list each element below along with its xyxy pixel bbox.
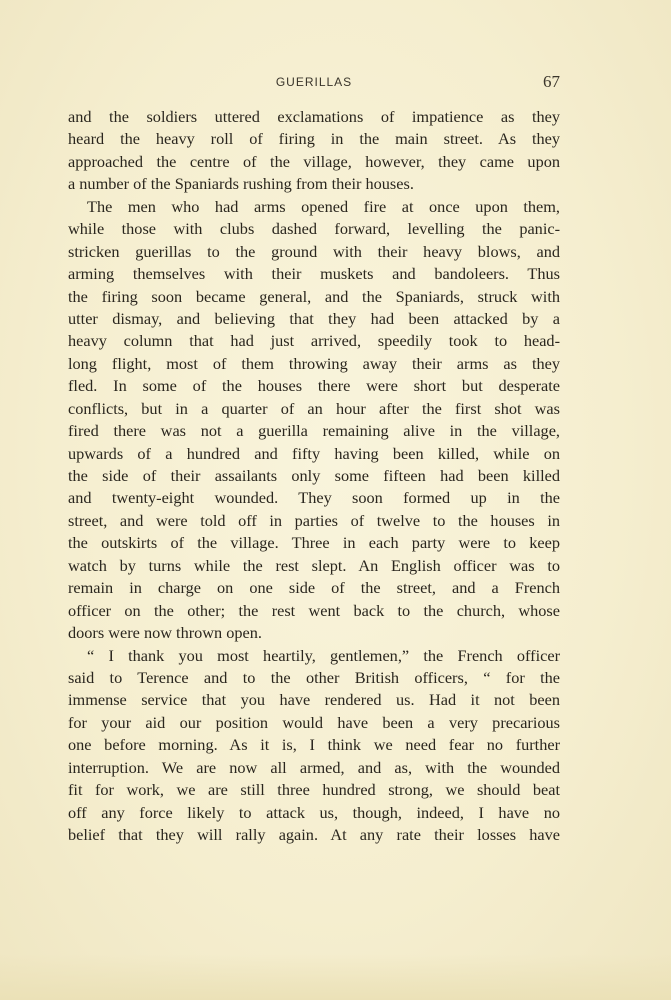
- text-line: long flight, most of them throwing away their arms as they: [68, 353, 560, 373]
- text-line: and the soldiers uttered exclamations of impatience as they: [68, 107, 560, 126]
- text-line: and twenty-eight wounded. They soon formed up in the: [68, 488, 560, 508]
- text-line: a number of the Spaniards rushing from their houses.: [68, 174, 414, 194]
- text-line: upwards of a hundred and fifty having been killed, while on: [68, 443, 560, 463]
- text-line: remain in charge on one side of the street, and a French: [68, 578, 560, 598]
- text-line: fired there was not a guerilla remaining alive in the village,: [68, 421, 560, 441]
- text-line: off any force likely to attack us, though, indeed, I have no: [68, 802, 560, 822]
- text-line: the firing soon became general, and the Spaniards, struck with: [68, 286, 560, 306]
- text-line: “ I thank you most heartily, gentlemen,” the French officer: [87, 645, 560, 665]
- page-bottom-shading: [0, 954, 671, 1000]
- text-line: approached the centre of the village, however, they came upon: [68, 151, 560, 171]
- text-line: The men who had arms opened fire at once upon them,: [87, 196, 560, 216]
- text-line: one before morning. As it is, I think we need fear no further: [68, 735, 560, 755]
- text-line: street, and were told off in parties of twelve to the houses in: [68, 510, 560, 530]
- text-line: for your aid our position would have been a very precarious: [68, 712, 560, 732]
- text-line: fit for work, we are still three hundred strong, we should beat: [68, 780, 560, 800]
- text-line: interruption. We are now all armed, and as, with the wounded: [68, 757, 560, 777]
- text-line: immense service that you have rendered us. Had it not been: [68, 690, 560, 710]
- text-line: while those with clubs dashed forward, levelling the panic-: [68, 219, 560, 239]
- text-line: watch by turns while the rest slept. An English officer was to: [68, 555, 560, 575]
- text-line: conflicts, but in a quarter of an hour after the first shot was: [68, 398, 560, 418]
- text-line: heard the heavy roll of firing in the main street. As they: [68, 129, 560, 149]
- text-line: heavy column that had just arrived, speedily took to head-: [68, 331, 560, 351]
- text-line: arming themselves with their muskets and bandoleers. Thus: [68, 264, 560, 284]
- text-line: officer on the other; the rest went back to the church, whose: [68, 600, 560, 620]
- text-line: fled. In some of the houses there were short but desperate: [68, 376, 560, 396]
- text-line: the outskirts of the village. Three in each party were to keep: [68, 533, 560, 553]
- body-text: [68, 106, 560, 846]
- text-line: stricken guerillas to the ground with their heavy blows, and: [68, 241, 560, 261]
- page-header: [68, 72, 560, 94]
- page-number: 67: [543, 72, 560, 91]
- text-line: doors were now thrown open.: [68, 623, 262, 643]
- text-line: the side of their assailants only some fifteen had been killed: [68, 466, 560, 485]
- text-line: utter dismay, and believing that they had been attacked by a: [68, 308, 560, 328]
- text-line: said to Terence and to the other British officers, “ for the: [68, 667, 560, 687]
- running-head: GUERILLAS: [275, 75, 353, 89]
- text-line: belief that they will rally again. At any rate their losses have: [68, 825, 560, 844]
